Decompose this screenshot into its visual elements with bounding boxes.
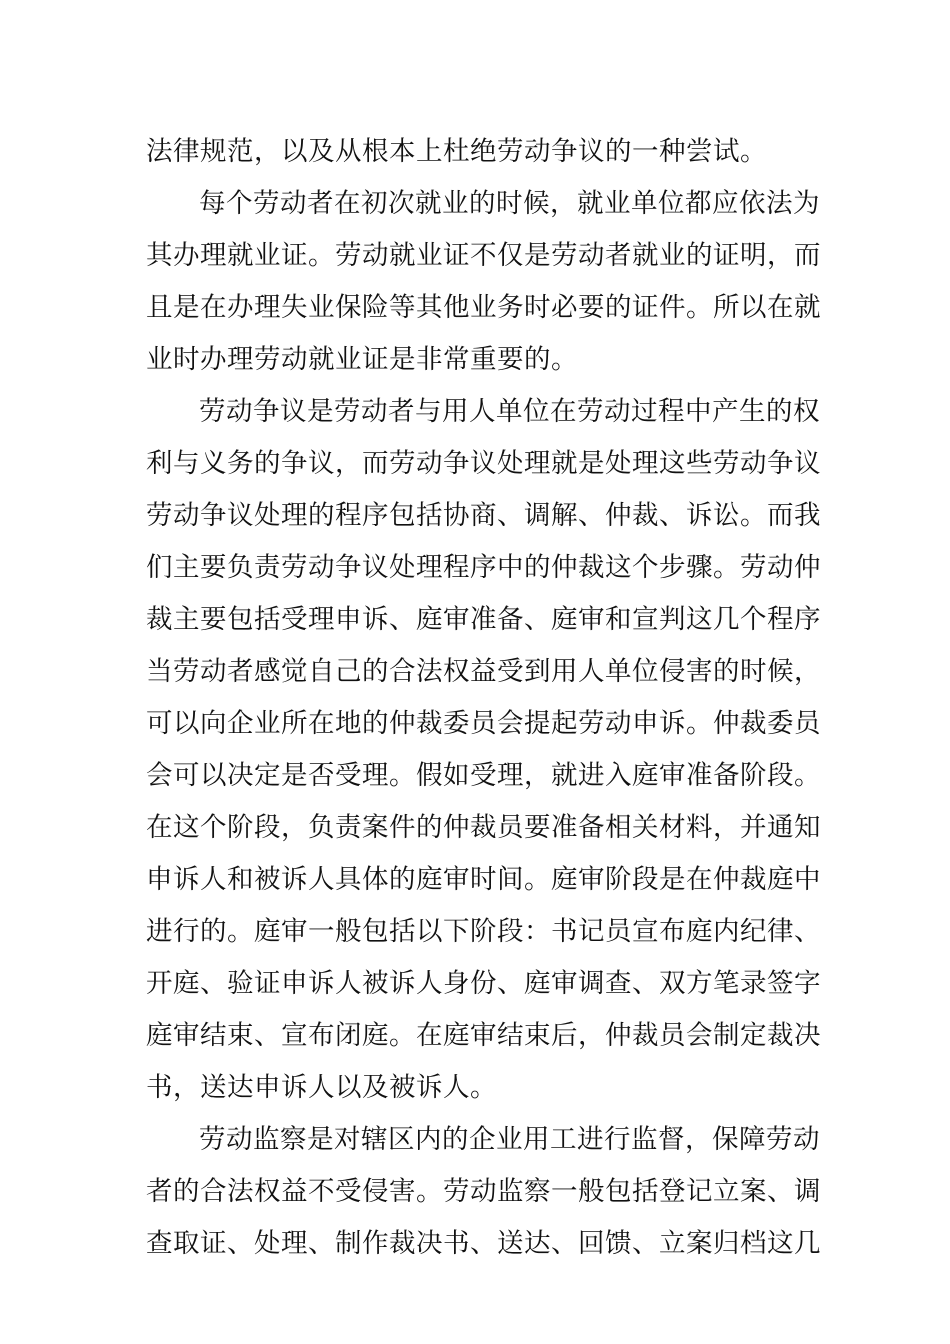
paragraph-start-line: 劳动争议是劳动者与用人单位在劳动过程中产生的权 xyxy=(199,396,820,427)
text-line: 其办理就业证。劳动就业证不仅是劳动者就业的证明，而 xyxy=(146,240,821,271)
text-line: 在这个阶段，负责案件的仲裁员要准备相关材料，并通知 xyxy=(146,812,821,843)
text-line: 们主要负责劳动争议处理程序中的仲裁这个步骤。劳动仲 xyxy=(146,552,821,583)
text-line: 业时办理劳动就业证是非常重要的。 xyxy=(146,344,578,375)
text-line: 利与义务的争议，而劳动争议处理就是处理这些劳动争议 xyxy=(146,448,821,479)
paragraph-start-line: 劳动监察是对辖区内的企业用工进行监督，保障劳动 xyxy=(199,1124,820,1155)
paragraph-start-line: 每个劳动者在初次就业的时候，就业单位都应依法为 xyxy=(199,188,820,219)
body-text xyxy=(146,126,821,1270)
text-line: 庭审结束、宣布闭庭。在庭审结束后，仲裁员会制定裁决 xyxy=(146,1020,821,1051)
text-line: 法律规范，以及从根本上杜绝劳动争议的一种尝试。 xyxy=(146,136,767,167)
text-line: 裁主要包括受理申诉、庭审准备、庭审和宣判这几个程序 xyxy=(146,604,821,635)
text-line: 者的合法权益不受侵害。劳动监察一般包括登记立案、调 xyxy=(146,1176,821,1207)
text-line: 进行的。庭审一般包括以下阶段：书记员宣布庭内纪律、 xyxy=(146,916,821,947)
text-line: 申诉人和被诉人具体的庭审时间。庭审阶段是在仲裁庭中 xyxy=(146,864,821,895)
text-line: 书，送达申诉人以及被诉人。 xyxy=(146,1072,497,1103)
text-line: 当劳动者感觉自己的合法权益受到用人单位侵害的时候， xyxy=(146,656,821,687)
text-line: 可以向企业所在地的仲裁委员会提起劳动申诉。仲裁委员 xyxy=(146,708,821,739)
text-line: 开庭、验证申诉人被诉人身份、庭审调查、双方笔录签字 xyxy=(146,968,821,999)
text-line: 会可以决定是否受理。假如受理，就进入庭审准备阶段。 xyxy=(146,760,821,791)
text-line: 查取证、处理、制作裁决书、送达、回馈、立案归档这几 xyxy=(146,1228,821,1259)
text-line: 劳动争议处理的程序包括协商、调解、仲裁、诉讼。而我 xyxy=(146,500,821,531)
text-line: 且是在办理失业保险等其他业务时必要的证件。所以在就 xyxy=(146,292,821,323)
